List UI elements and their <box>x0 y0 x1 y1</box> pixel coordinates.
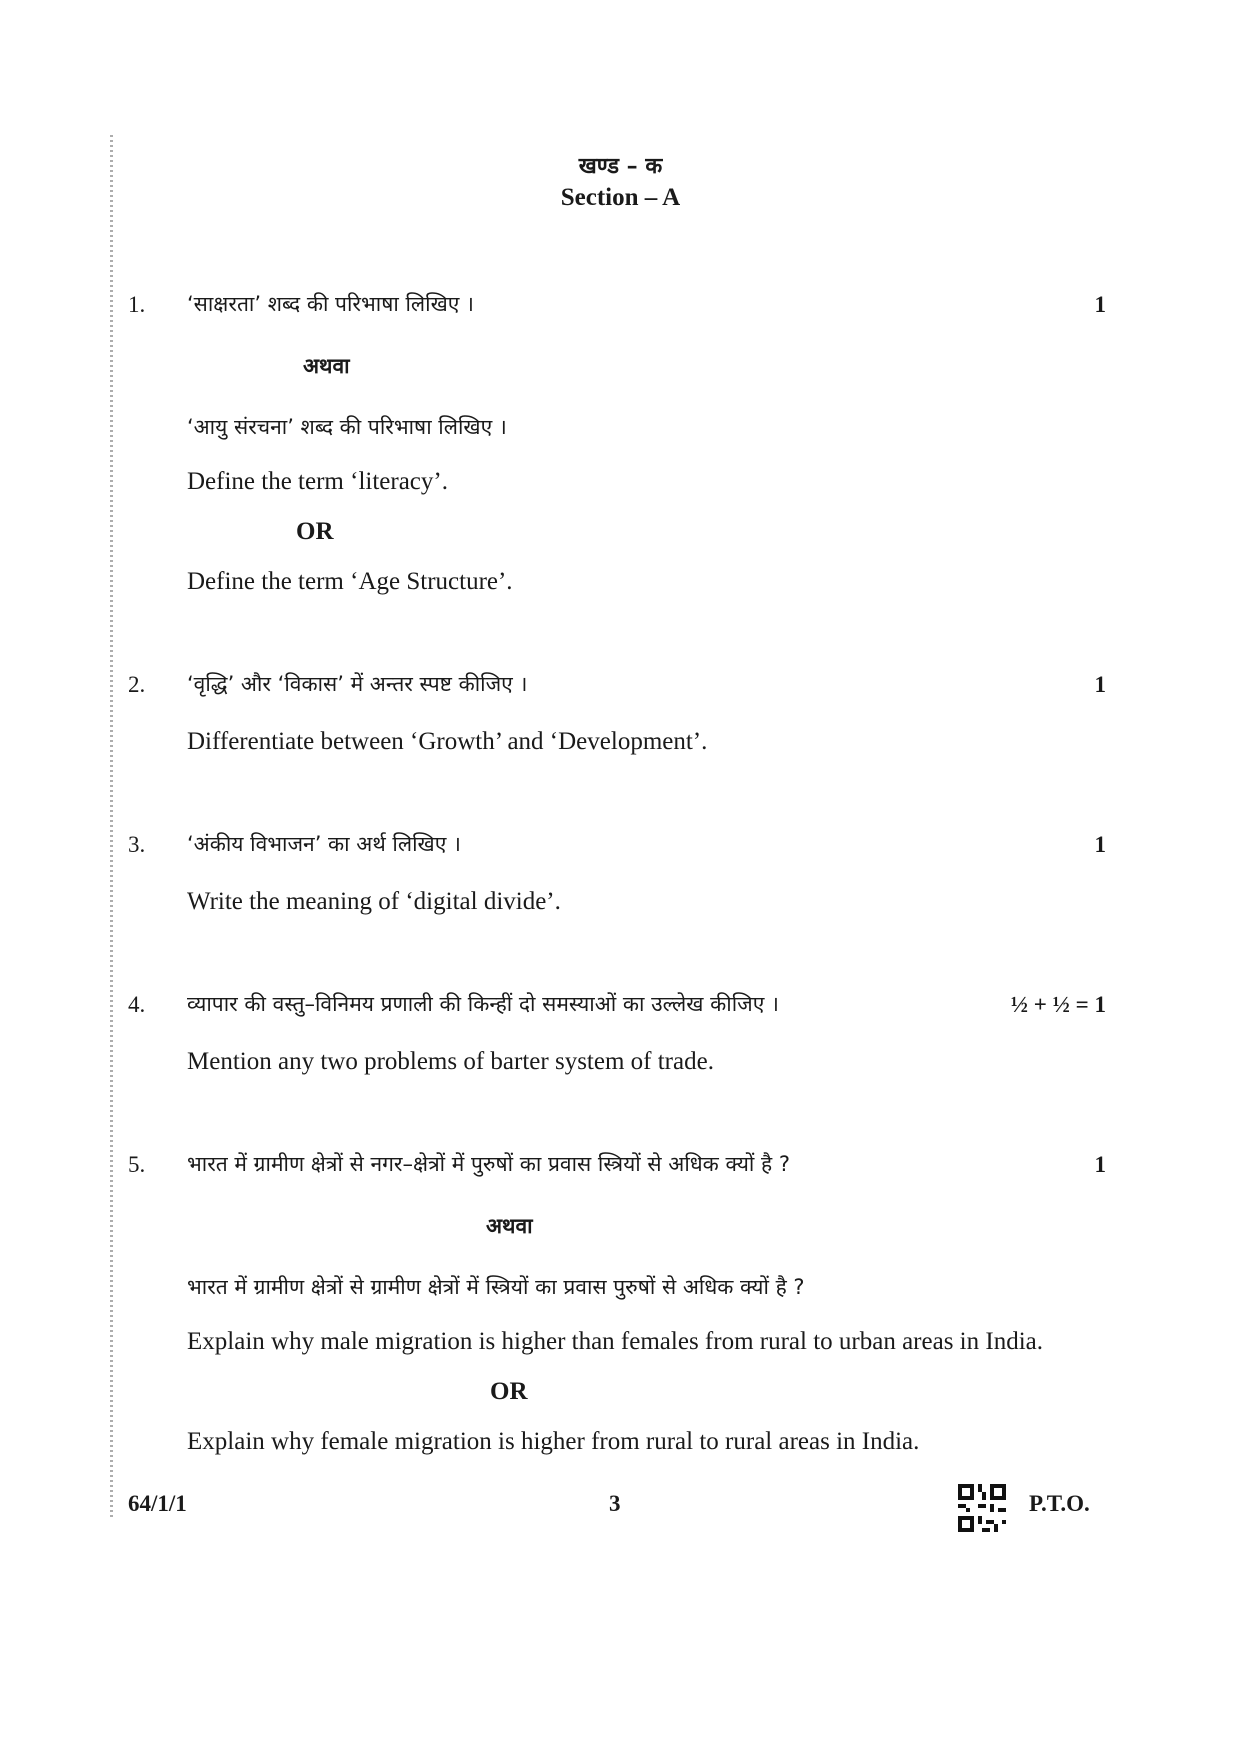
question-1-alt-hindi: ‘आयु संरचना’ शब्द की परिभाषा लिखिए । <box>187 415 507 439</box>
question-5-hindi: भारत में ग्रामीण क्षेत्रों से नगर–क्षेत्रों में पुरुषों का प्रवास स्त्रियों से अधिक क्यों है ? <box>187 1152 790 1176</box>
paper-code: 64/1/1 <box>128 1491 187 1516</box>
question-4-marks: ½ + ½ = 1 <box>1010 992 1106 1017</box>
question-5-alt-english: Explain why female migration is higher from rural to rural areas in India. <box>187 1428 920 1455</box>
section-title-hindi: खण्ड – क <box>578 153 663 179</box>
question-5-or-english: OR <box>490 1378 528 1405</box>
question-5-number: 5. <box>128 1152 146 1177</box>
section-title-english: Section – A <box>560 184 681 211</box>
question-2-marks: 1 <box>1094 672 1106 697</box>
question-1-english: Define the term ‘literacy’. <box>187 468 448 495</box>
question-3-number: 3. <box>128 832 146 857</box>
question-1-number: 1. <box>128 292 146 317</box>
question-4-number: 4. <box>128 992 146 1017</box>
question-3-english: Write the meaning of ‘digital divide’. <box>187 888 561 915</box>
side-security-strip <box>110 135 113 1520</box>
question-2-number: 2. <box>128 672 146 697</box>
question-2-english: Differentiate between ‘Growth’ and ‘Development’. <box>187 728 708 755</box>
page-number: 3 <box>609 1491 621 1516</box>
question-5-english: Explain why male migration is higher than females from rural to urban areas in India. <box>187 1328 1043 1355</box>
question-1-or-english: OR <box>296 518 334 545</box>
pto-label: P.T.O. <box>1029 1491 1090 1516</box>
question-5-or-hindi: अथवा <box>486 1214 533 1238</box>
qr-code-icon <box>958 1484 1006 1532</box>
question-1-hindi: ‘साक्षरता’ शब्द की परिभाषा लिखिए । <box>187 292 475 316</box>
question-5-alt-hindi: भारत में ग्रामीण क्षेत्रों से ग्रामीण क्षेत्रों में स्त्रियों का प्रवास पुरुषों से अधिक क्यों है ? <box>187 1275 805 1299</box>
question-4-english: Mention any two problems of barter system of trade. <box>187 1048 714 1075</box>
question-3-hindi: ‘अंकीय विभाजन’ का अर्थ लिखिए । <box>187 832 461 856</box>
question-2-hindi: ‘वृद्धि’ और ‘विकास’ में अन्तर स्पष्ट कीजिए । <box>187 672 528 696</box>
question-1-alt-english: Define the term ‘Age Structure’. <box>187 568 513 595</box>
question-5-marks: 1 <box>1094 1152 1106 1177</box>
question-1-or-hindi: अथवा <box>303 354 350 378</box>
question-4-hindi: व्यापार की वस्तु–विनिमय प्रणाली की किन्हीं दो समस्याओं का उल्लेख कीजिए । <box>187 992 779 1016</box>
question-3-marks: 1 <box>1094 832 1106 857</box>
question-1-marks: 1 <box>1094 292 1106 317</box>
